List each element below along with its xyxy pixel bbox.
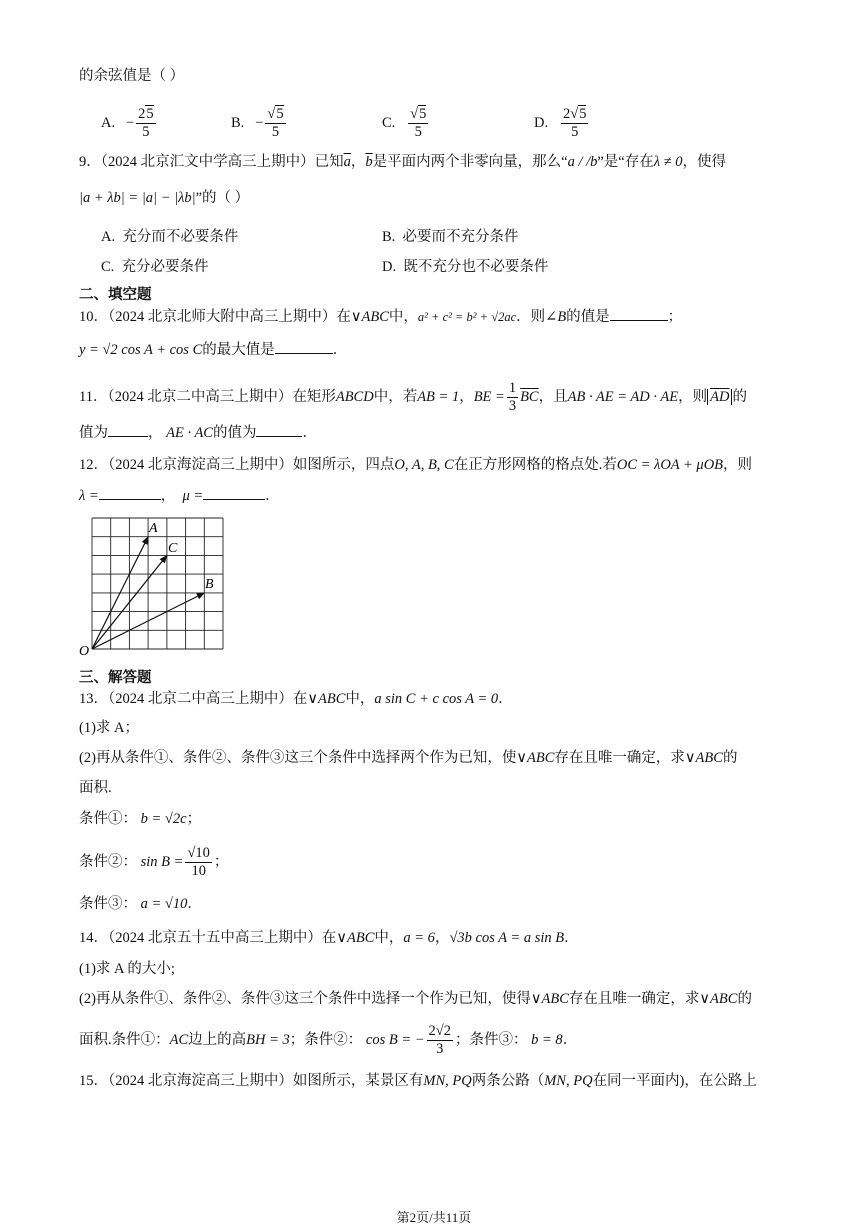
- q10-stem: 10．（2024 北京北师大附中高三上期中）在∨ABC中，a² + c² = b² + √2ac．则∠B的值是 ；: [79, 309, 683, 325]
- q8-option-b-value: $\frac{√5}{5}$: [267, 106, 284, 141]
- q9-option-d: D. 既不充分也不必要条件: [382, 259, 549, 275]
- q8-option-a-label: A.: [101, 115, 116, 131]
- q12-blank-mu[interactable]: [203, 499, 265, 500]
- q13-part1: (1)求 A；: [79, 720, 140, 736]
- q14-part2: (2)再从条件①、条件②、条件③这三个条件中选择一个作为已知，使得∨ABC存在且唯一确定，求∨ABC的: [79, 991, 752, 1007]
- q13-condition-3: 条件③： a = √10．: [79, 896, 202, 912]
- q8-option-d-value: $\frac{2√5}{5}$: [562, 106, 587, 141]
- q8-option-d-label: D.: [534, 115, 549, 131]
- q8-option-a-sign: −: [125, 115, 135, 131]
- q8-option-c: [382, 103, 430, 143]
- page-footer: 第2页/共11页: [396, 1210, 472, 1225]
- q11-stem-line2: 值为 ， AE · AC的值为 ．: [79, 425, 317, 441]
- q9-stem-line2: |a + λb| = |a| − |λb|”的（ ）: [79, 190, 250, 206]
- section-heading-solve: 三、解答题: [79, 670, 152, 686]
- q12-stem: 12．（2024 北京海淀高三上期中）如图所示，四点O, A, B, C在正方形网格的格点处.若OC = λOA + μOB，则: [79, 457, 753, 473]
- q8-option-b-label: B.: [231, 115, 245, 131]
- q11-stem: 11．（2024 北京二中高三上期中）在矩形ABCD中，若AB = 1，BE = $\frac{1}{3}$ $\overline{BC}$，且AB · AE = AD · AE，则 $\overline{AD}$ 的: [79, 380, 747, 414]
- q13-stem: 13．（2024 北京二中高三上期中）在∨ABC中，a sin C + c cos A = 0．: [79, 691, 513, 707]
- q13-part2-line2: 面积.: [79, 780, 112, 796]
- q10-blank-1[interactable]: [610, 320, 668, 321]
- q13-condition-2: 条件②： sin B = $\frac{√10}{10}$ ；: [79, 845, 229, 880]
- label-a: A: [149, 521, 158, 536]
- q14-stem: 14．（2024 北京五十五中高三上期中）在∨ABC中，a = 6，√3b cos A = a sin B．: [79, 930, 579, 946]
- q12-stem-line2: λ = ， μ = ．: [79, 488, 280, 504]
- q9-stem: 9．（2024 北京汇文中学高三上期中）已知$\overline{a}$，$\overline{b}$是平面内两个非零向量，那么“a / /b”是“存在λ ≠ 0，使得: [79, 154, 726, 170]
- q14-part1: (1)求 A 的大小;: [79, 961, 175, 977]
- q14-part2-line2: 面积.条件①：AC边上的高BH = 3；条件②： cos B = − $\frac{2√2}{3}$ ；条件③： b = 8．: [79, 1023, 578, 1058]
- label-b: B: [205, 577, 214, 592]
- q8-option-c-label: C.: [382, 115, 396, 131]
- q8-option-b-sign: −: [255, 115, 264, 131]
- q8-option-b: [231, 103, 288, 143]
- q9-option-c: C. 充分必要条件: [101, 259, 209, 275]
- q9-option-b: B. 必要而不充分条件: [382, 229, 519, 245]
- q8-option-a: [101, 103, 158, 143]
- q10-blank-2[interactable]: [275, 353, 333, 354]
- q11-blank-1[interactable]: [108, 436, 148, 437]
- section-heading-fill-blank: 二、填空题: [79, 287, 152, 303]
- q12-grid-figure: [76, 514, 228, 656]
- q8-stem-tail: 的余弦值是（ ）: [79, 68, 185, 84]
- q9-condition-expr: |a + λb| = |a| − |λb|: [79, 190, 196, 206]
- q10-stem-line2: y = √2 cos A + cos C的最大值是 ．: [79, 342, 348, 358]
- q8-option-a-value: $\frac{25}{5}$: [138, 106, 154, 141]
- q12-blank-lambda[interactable]: [99, 499, 161, 500]
- q13-part2: (2)再从条件①、条件②、条件③这三个条件中选择两个作为已知，使∨ABC存在且唯一确定，求∨ABC的: [79, 750, 738, 766]
- label-c: C: [168, 541, 178, 556]
- q11-blank-2[interactable]: [256, 436, 302, 437]
- q8-option-d: [534, 103, 590, 143]
- q15-stem: 15．（2024 北京海淀高三上期中）如图所示，某景区有MN, PQ两条公路（MN, PQ在同一平面内)，在公路上: [79, 1073, 757, 1089]
- grid-lines: [92, 518, 223, 649]
- q13-condition-1: 条件①： b = √2c；: [79, 811, 202, 827]
- q9-option-a: A. 充分而不必要条件: [101, 229, 239, 245]
- q8-option-c-value: $\frac{√5}{5}$: [410, 106, 427, 141]
- label-o: O: [79, 644, 90, 656]
